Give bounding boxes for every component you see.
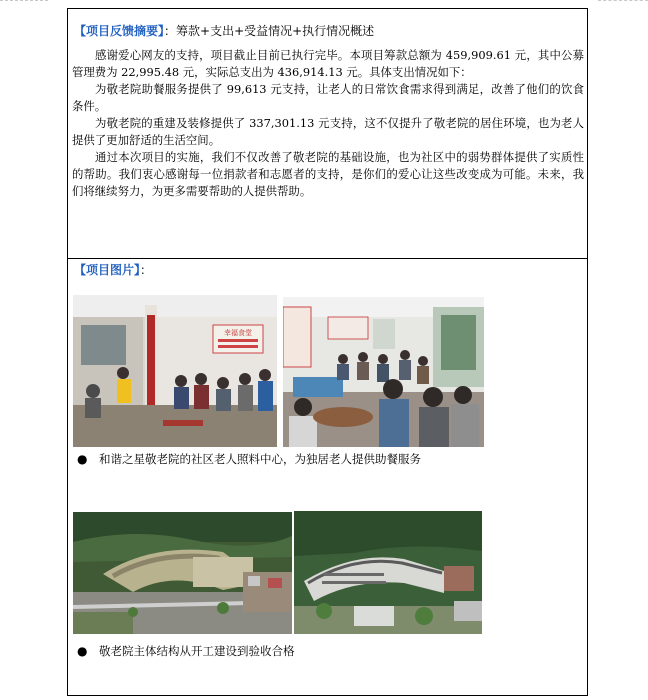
bullet-icon: ● — [77, 452, 88, 466]
summary-paragraph-4: 通过本次项目的实施，我们不仅改善了敬老院的基础设施，也为社区中的弱势群体提供了实质性的帮助。我们衷心感谢每一位捐款者和志愿者的支持，是你们的爱心让这些改变成为可能。未来，我们将继续努力，为更多需要帮助的人提供帮助。 — [72, 150, 584, 198]
section-divider — [67, 258, 588, 259]
photo-section-tag: 【项目图片】 — [74, 263, 141, 277]
feedback-section-subtitle: ：筹款+支出+受益情况+执行情况概述 — [164, 24, 375, 38]
feedback-section-tag: 【项目反馈摘要】 — [74, 24, 165, 38]
canteen-sign-text: 幸福食堂 — [224, 329, 252, 337]
caption-text-1: 和谐之星敬老院的社区老人照料中心，为独居老人提供助餐服务 — [99, 452, 421, 466]
caption-dining-service — [77, 452, 421, 467]
caption-text-2: 敬老院主体结构从开工建设到验收合格 — [99, 644, 295, 658]
photo-section-header — [74, 262, 152, 278]
summary-paragraph-3: 为敬老院的重建及装修提供了 337,301.13 元支持，这不仅提升了敬老院的居住环境，也为老人提供了更加舒适的生活空间。 — [72, 116, 584, 147]
summary-paragraph-2: 为敬老院助餐服务提供了 99,613 元支持，让老人的日常饮食需求得到满足，改善了他们的饮食条件。 — [72, 82, 584, 113]
caption-construction — [77, 644, 295, 659]
page-guide-right — [598, 0, 648, 2]
photo-section-colon: ： — [140, 263, 153, 277]
page-guide-left — [0, 0, 48, 2]
photo-completed-building — [294, 511, 482, 634]
photo-construction-aerial — [73, 512, 292, 634]
summary-paragraph-1: 感谢爱心网友的支持，项目截止目前已执行完毕。本项目筹款总额为 459,909.61 元，其中公募管理费为 22,995.48 元，实际总支出为 436,914.13 元。具体支出情况如下： — [72, 48, 584, 79]
feedback-section-header — [74, 23, 374, 39]
bullet-icon: ● — [77, 644, 88, 658]
feedback-summary-body — [72, 47, 584, 200]
photo-canteen-exterior — [73, 295, 277, 447]
photo-elders-dining — [283, 297, 484, 447]
